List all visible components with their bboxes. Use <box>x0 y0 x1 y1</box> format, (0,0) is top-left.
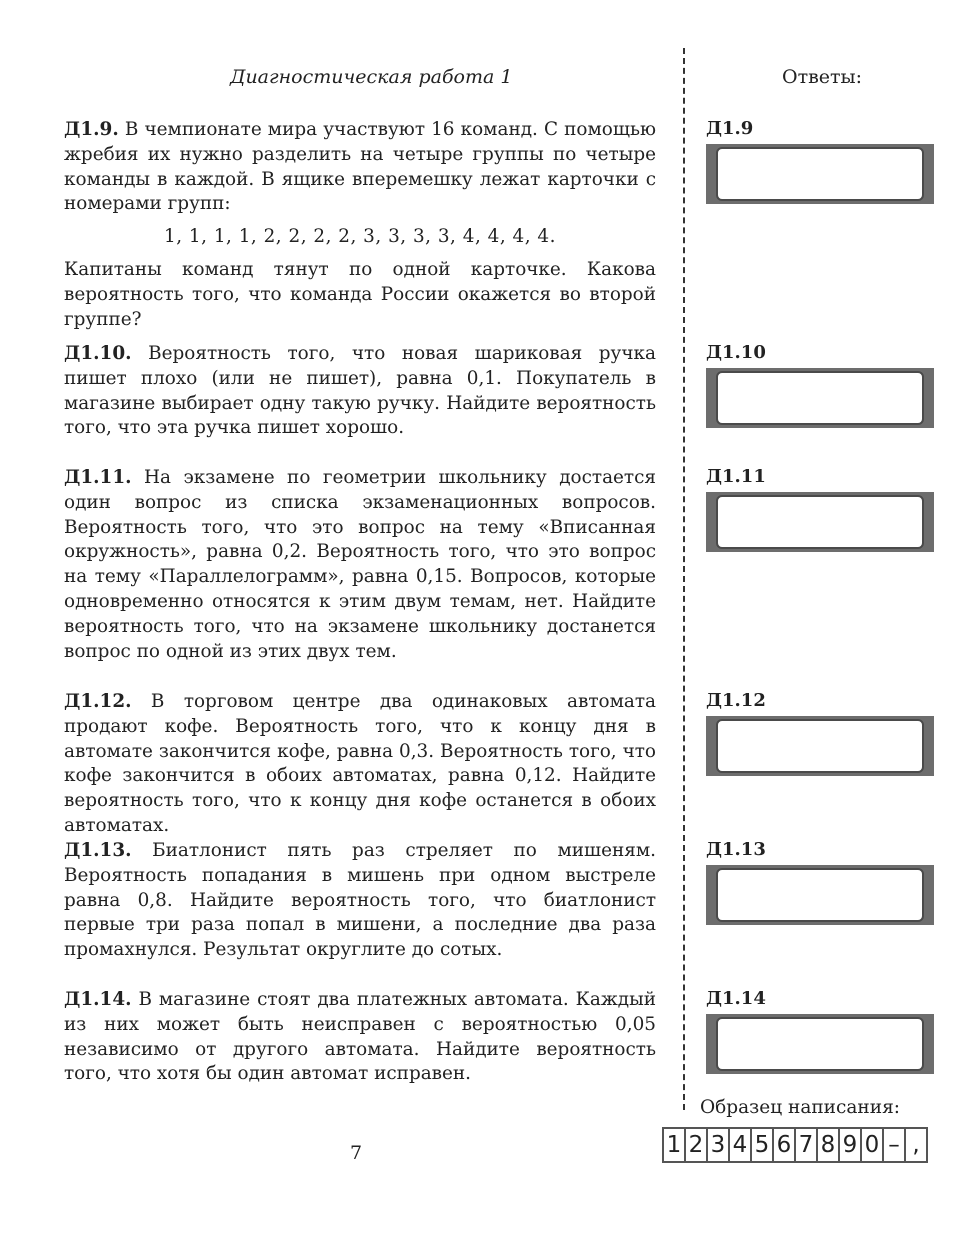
task-text: Вероятность того, что новая шариковая ручка пишет плохо (или не пишет), равна 0,1. Покупатель в магазине выбирает одну такую ручку. Найдите вероятность того, что эта ручка пишет хорошо. <box>64 343 656 439</box>
task-text-continued: Капитаны команд тянут по одной карточке. Какова вероятность того, что команда России окажется во второй группе? <box>64 258 656 330</box>
task-id: Д1.13. <box>64 840 132 861</box>
sample-digit: 0 <box>860 1127 884 1163</box>
task-d1-12 <box>64 690 656 839</box>
sample-label: Образец написания: <box>700 1097 900 1118</box>
sample-digit: 8 <box>816 1127 840 1163</box>
sample-digit: – <box>882 1127 906 1163</box>
answer-label-d1-12: Д1.12 <box>706 690 766 711</box>
sample-digit: , <box>904 1127 928 1163</box>
task-id: Д1.11. <box>64 467 132 488</box>
task-id: Д1.10. <box>64 343 132 364</box>
answer-label-d1-14: Д1.14 <box>706 988 766 1009</box>
task-text: В торговом центре два одинаковых автомата продают кофе. Вероятность того, что к концу дня в автомате закончится кофе, равна 0,3. Вероятность того, что кофе закончится в обоих автоматах, равна 0,12. Найдите вероятность того, что к концу дня кофе останется в обоих автоматах. <box>64 691 656 836</box>
page-title: Диагностическая работа 1 <box>230 66 513 88</box>
answer-box-d1-12[interactable] <box>706 716 934 776</box>
task-d1-13 <box>64 839 656 963</box>
sample-digit: 6 <box>772 1127 796 1163</box>
task-text: На экзамене по геометрии школьнику достается один вопрос из списка экзаменационных вопросов. Вероятность того, что это вопрос на тему «Вписанная окружность», равна 0,2. Вероятность того, что это вопрос на тему «Параллелограмм», равна 0,15. Вопросов, которые одновременно относятся к этим двум темам, нет. Найдите вероятность того, что на экзамене школьнику достанется вопрос по одной из этих двух тем. <box>64 467 656 662</box>
sample-digit: 3 <box>706 1127 730 1163</box>
answer-box-d1-13[interactable] <box>706 865 934 925</box>
sample-digit: 5 <box>750 1127 774 1163</box>
dashed-divider <box>683 48 685 1110</box>
task-d1-11 <box>64 466 656 664</box>
sample-digits <box>662 1127 926 1163</box>
sample-digit: 9 <box>838 1127 862 1163</box>
card-sequence: 1, 1, 1, 1, 2, 2, 2, 2, 3, 3, 3, 3, 4, 4, 4, 4. <box>164 226 556 248</box>
sample-digit: 4 <box>728 1127 752 1163</box>
task-text: Биатлонист пять раз стреляет по мишеням. Вероятность попадания в мишень при одном выстреле равна 0,8. Найдите вероятность того, что биатлонист первые три раза попал в мишени, а последние два раза промахнулся. Результат округлите до сотых. <box>64 840 656 961</box>
answer-box-d1-9[interactable] <box>706 144 934 204</box>
answer-box-d1-11[interactable] <box>706 492 934 552</box>
sample-digit: 7 <box>794 1127 818 1163</box>
task-id: Д1.12. <box>64 691 132 712</box>
task-d1-14 <box>64 988 656 1087</box>
sample-digit: 1 <box>662 1127 686 1163</box>
task-id: Д1.9. <box>64 119 119 140</box>
answer-box-d1-14[interactable] <box>706 1014 934 1074</box>
answer-label-d1-13: Д1.13 <box>706 839 766 860</box>
answers-title: Ответы: <box>782 66 863 88</box>
page-number: 7 <box>350 1142 363 1164</box>
task-id: Д1.14. <box>64 989 132 1010</box>
sample-digit: 2 <box>684 1127 708 1163</box>
task-text: В магазине стоят два платежных автомата. Каждый из них может быть неисправен с вероятностью 0,05 независимо от другого автомата. Найдите вероятность того, что хотя бы один автомат исправен. <box>64 989 656 1085</box>
answer-label-d1-11: Д1.11 <box>706 466 766 487</box>
task-text: В чемпионате мира участвуют 16 команд. С помощью жребия их нужно разделить на четыре группы по четыре команды в каждой. В ящике вперемешку лежат карточки с номерами групп: <box>64 119 656 215</box>
task-d1-9 <box>64 118 656 332</box>
answer-label-d1-9: Д1.9 <box>706 118 754 139</box>
task-d1-10 <box>64 342 656 441</box>
answer-box-d1-10[interactable] <box>706 368 934 428</box>
answer-label-d1-10: Д1.10 <box>706 342 766 363</box>
